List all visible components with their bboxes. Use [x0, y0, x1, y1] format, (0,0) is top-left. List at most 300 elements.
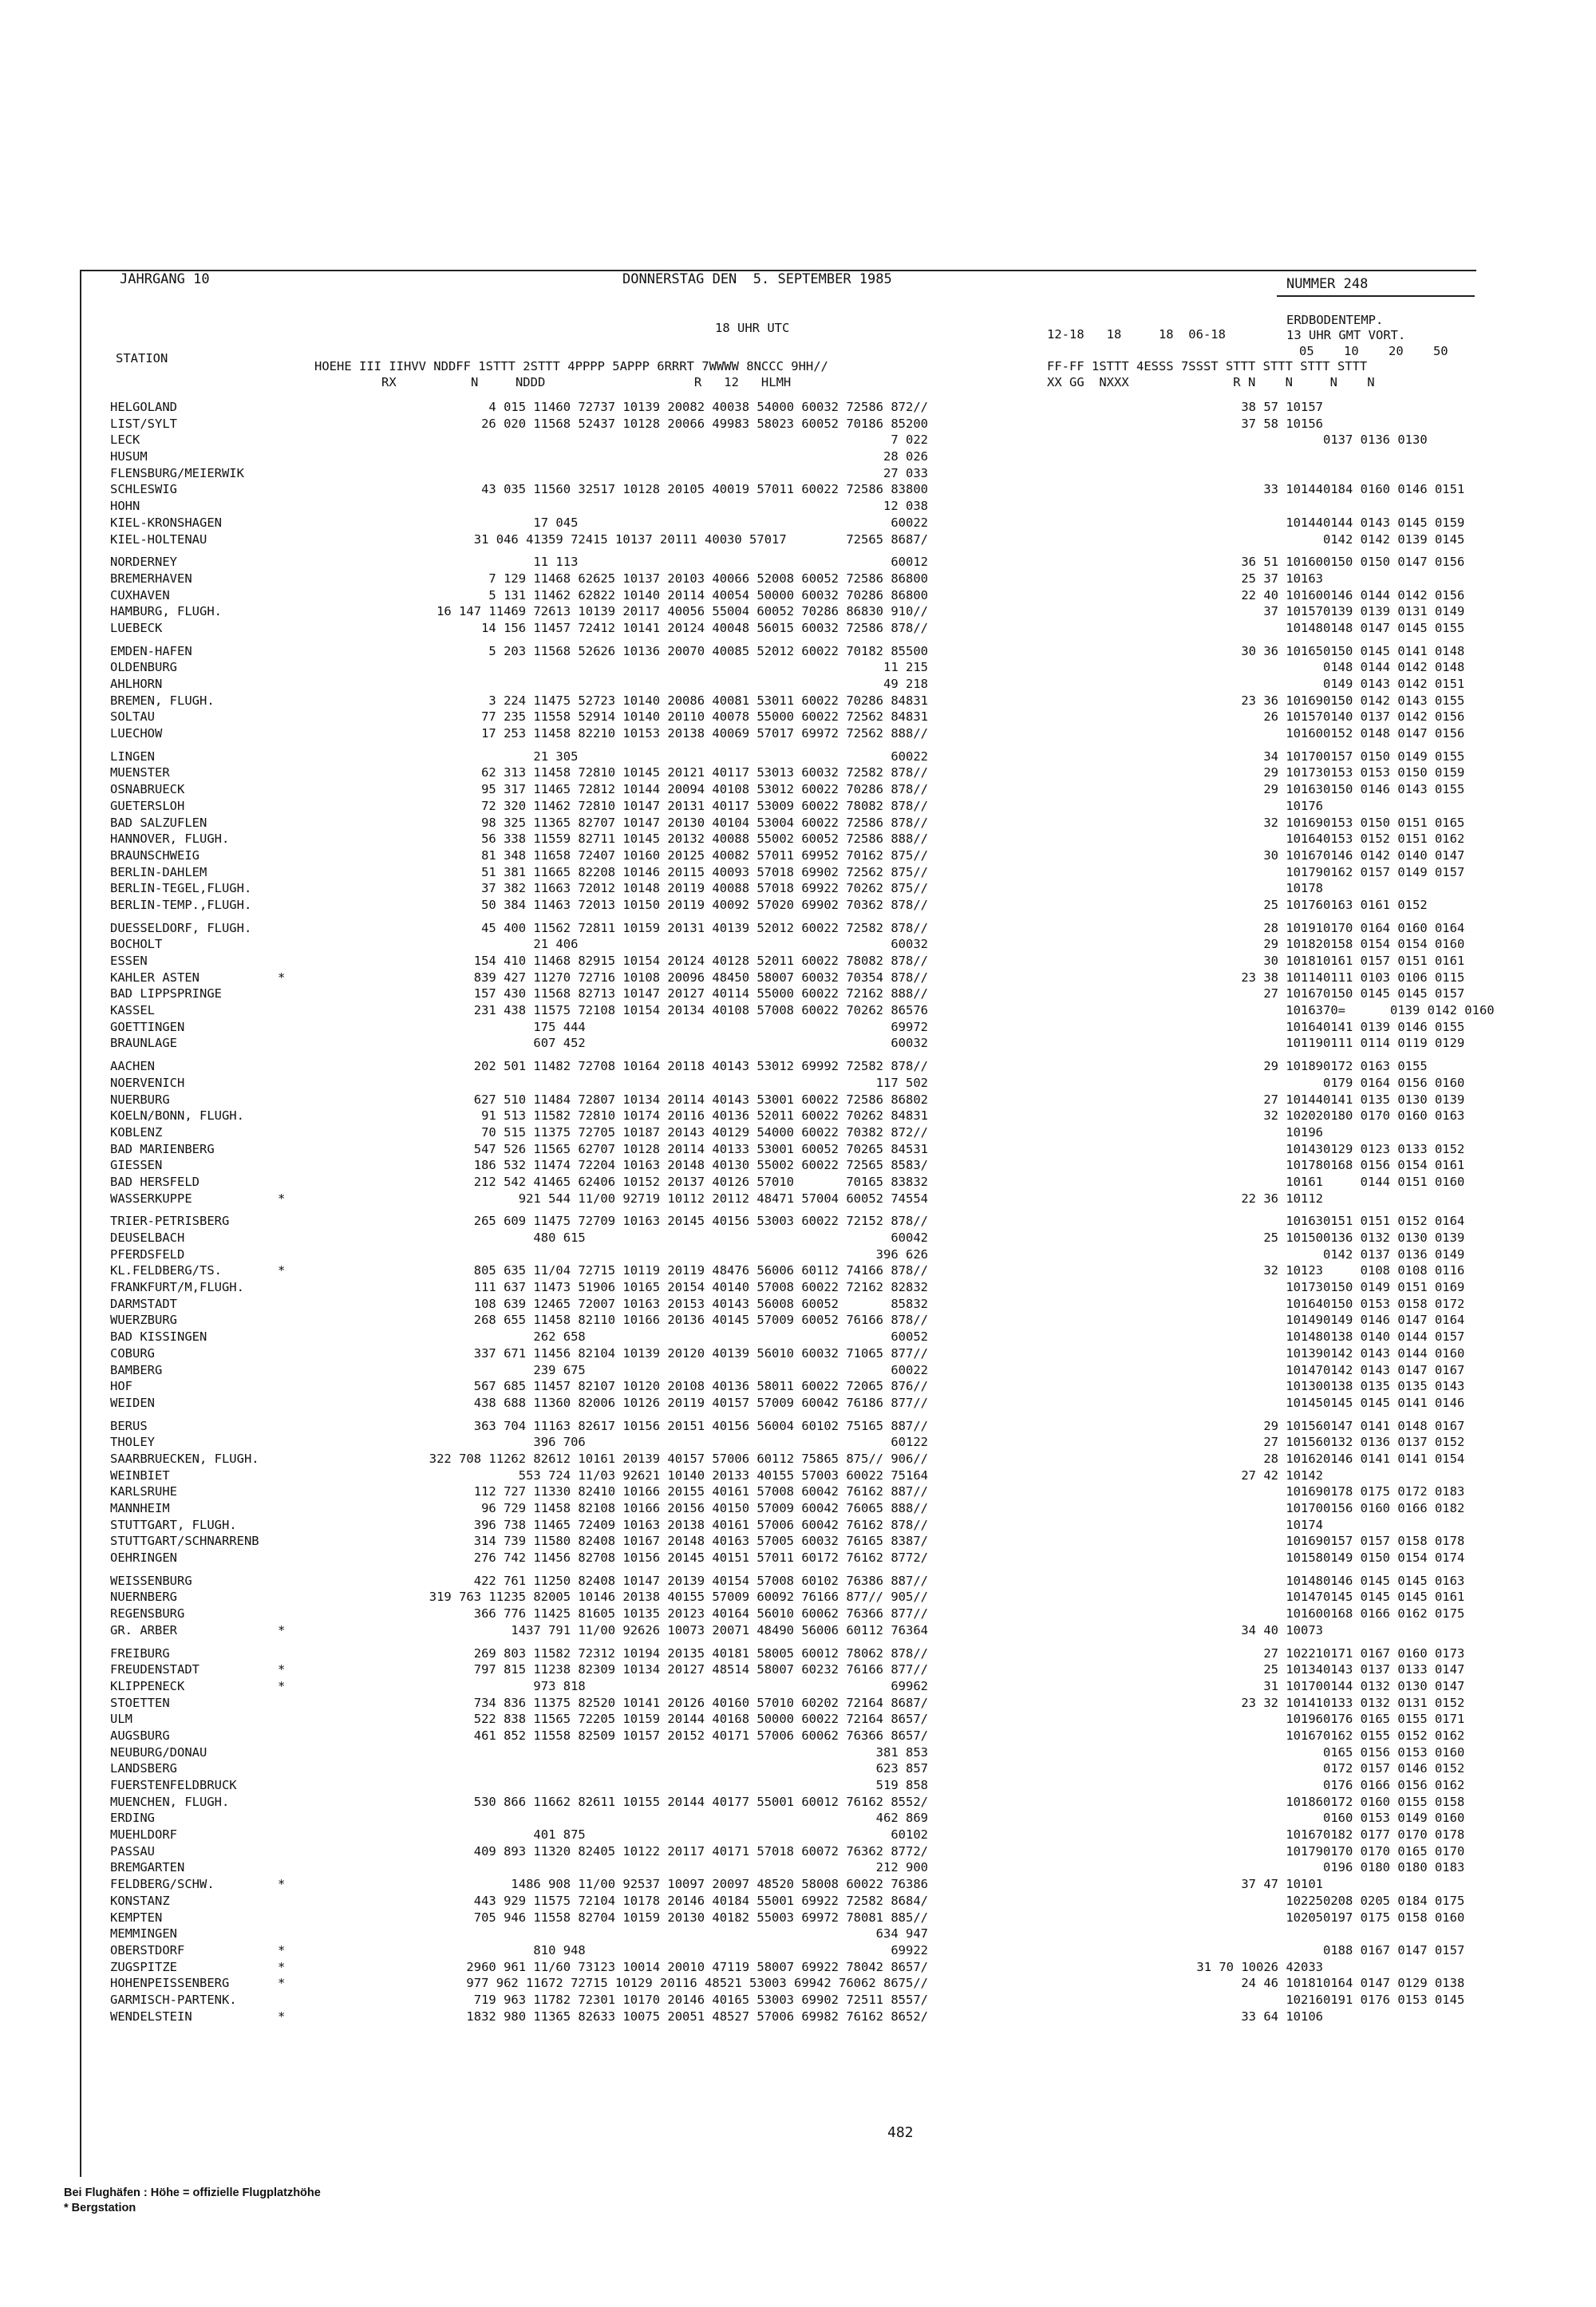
station-name: BREMGARTEN	[110, 1860, 185, 1875]
soil-temperatures: 0132 0136 0137 0152	[1323, 1435, 1465, 1450]
soil-temperatures: 0160 0153 0149 0160	[1323, 1811, 1465, 1826]
table-row	[110, 1744, 1475, 1761]
daily-extremes: 10147	[1286, 1590, 1323, 1605]
soil-temperatures: 0147 0141 0148 0167	[1323, 1418, 1465, 1433]
synop-data: 519 858	[875, 1778, 928, 1792]
station-name: GIESSEN	[110, 1158, 163, 1173]
table-row	[110, 1418, 1475, 1435]
synop-data: 522 838 11565 72205 10159 20144 40168 50000 60022 72164 8657/	[473, 1712, 928, 1727]
soil-temperatures: 0141 0139 0146 0155	[1323, 1019, 1465, 1034]
table-row	[110, 498, 1475, 515]
soil-temperatures: 0150 0145 0141 0148	[1323, 643, 1465, 658]
soil-temperatures: 0138 0140 0144 0157	[1323, 1329, 1465, 1345]
table-row	[110, 1108, 1475, 1124]
table-row	[110, 1573, 1475, 1590]
table-row	[110, 815, 1475, 832]
table-row	[110, 1992, 1475, 2009]
daily-extremes: 37 58 10156	[1241, 416, 1323, 431]
table-row	[110, 1843, 1475, 1860]
station-name: SOLTAU	[110, 709, 155, 725]
station-name: PFERDSFELD	[110, 1246, 185, 1262]
table-row	[110, 970, 1475, 986]
soil-temperatures: 0143 0137 0133 0147	[1323, 1662, 1465, 1677]
station-name: BERLIN-TEGEL,FLUGH.	[110, 881, 252, 896]
station-name: MANNHEIM	[110, 1501, 170, 1515]
daily-extremes: 28 10191	[1263, 920, 1323, 935]
synop-data: 607 452 60032	[533, 1036, 928, 1051]
table-row	[110, 1378, 1475, 1395]
station-name: COBURG	[110, 1345, 155, 1361]
table-row	[110, 643, 1475, 660]
station-group	[110, 399, 1475, 547]
synop-data: 202 501 11482 72708 10164 20118 40143 53012 69992 72582 878//	[473, 1059, 928, 1074]
table-row	[110, 1589, 1475, 1606]
soil-temperatures: 0171 0167 0160 0173	[1323, 1645, 1465, 1661]
daily-extremes: 29 10163	[1263, 782, 1323, 797]
daily-extremes: 23 38 10114	[1241, 970, 1323, 985]
soil-temperatures: 0179 0164 0156 0160	[1323, 1075, 1465, 1090]
daily-extremes: 10160	[1286, 1606, 1323, 1622]
daily-extremes: 10161	[1286, 1174, 1323, 1189]
synop-data: 480 615 60042	[533, 1231, 928, 1245]
table-row	[110, 1124, 1475, 1141]
station-name: THOLEY	[110, 1435, 155, 1450]
soil-temperatures: 0161 0157 0151 0161	[1323, 954, 1465, 968]
synop-data: 212 542 41465 62406 10152 20137 40126 57010 70165 83832	[473, 1174, 928, 1189]
table-row	[110, 448, 1475, 465]
station-name: KIEL-KRONSHAGEN	[110, 515, 222, 530]
daily-extremes: 36 51 10160	[1241, 555, 1323, 570]
table-row	[110, 798, 1475, 815]
synop-data: 21 406 60032	[533, 937, 928, 952]
soil-temperatures: 0164 0147 0129 0138	[1323, 1976, 1465, 1991]
synop-data: 14 156 11457 72412 10141 20124 40048 56015 60032 72586 878//	[481, 620, 928, 635]
soil-temperatures: 0144 0151 0160	[1323, 1174, 1465, 1189]
table-row	[110, 1550, 1475, 1566]
station-name: BREMERHAVEN	[110, 571, 192, 586]
synop-data: 462 869	[875, 1811, 928, 1826]
synop-data: 239 675 60022	[533, 1362, 928, 1377]
daily-extremes: 27 10221	[1263, 1645, 1323, 1661]
station-name: GR. ARBER	[110, 1622, 177, 1637]
synop-data: 108 639 12465 72007 10163 20153 40143 56008 60052 85832	[473, 1296, 928, 1311]
station-name: SCHLESWIG	[110, 482, 177, 497]
synop-data: 111 637 11473 51906 10165 20154 40140 57008 60022 72162 82832	[473, 1280, 928, 1295]
station-group	[110, 1213, 1475, 1411]
synop-table	[110, 399, 1495, 2031]
station-name: BREMEN, FLUGH.	[110, 693, 215, 708]
soil-temperatures: 0140 0137 0142 0156	[1323, 709, 1465, 725]
soil-temperatures: 0129 0123 0133 0152	[1323, 1141, 1465, 1156]
station-name: WEIDEN	[110, 1395, 155, 1410]
table-row	[110, 1942, 1475, 1959]
daily-extremes: 30 36 10165	[1241, 643, 1323, 658]
daily-extremes: 10119	[1286, 1036, 1323, 1051]
synop-data: 268 655 11458 82110 10166 20136 40145 57009 60052 76166 878//	[473, 1313, 928, 1328]
synop-data: 157 430 11568 82713 10147 20127 40114 55000 60022 72162 888//	[473, 986, 928, 1001]
table-row	[110, 1296, 1475, 1313]
synop-data: 117 502	[875, 1075, 928, 1090]
station-name: HANNOVER, FLUGH.	[110, 832, 230, 847]
station-name: CUXHAVEN	[110, 587, 170, 602]
table-row	[110, 709, 1475, 725]
soil-temperatures: 0162 0155 0152 0162	[1323, 1728, 1465, 1743]
synop-data: 37 382 11663 72012 10148 20119 40088 57018 69922 70262 875//	[481, 881, 928, 896]
soil-temperatures: 0150 0145 0145 0157	[1323, 986, 1465, 1001]
soil-temperatures: 0146 0144 0142 0156	[1323, 587, 1465, 602]
soil-temperatures: 0144 0132 0130 0147	[1323, 1678, 1465, 1693]
table-row	[110, 2009, 1475, 2025]
issue-number: NUMMER 248	[1286, 276, 1369, 292]
soil-temperatures: 0142 0143 0144 0160	[1323, 1345, 1465, 1361]
daily-extremes: 30 10167	[1263, 847, 1323, 863]
synop-data: 623 857	[875, 1761, 928, 1776]
soil-temperatures: 0137 0136 0130	[1323, 433, 1428, 448]
code-header-line1: HOEHE III IIHVV NDDFF 1STTT 2STTT 4PPPP 5APPP 6RRRT 7WWWW 8NCCC 9HH//	[314, 359, 828, 373]
station-name: FUERSTENFELDBRUCK	[110, 1778, 237, 1792]
station-name: ULM	[110, 1712, 132, 1727]
mountain-station-marker: *	[278, 1263, 286, 1278]
soil-temperatures: 0141 0135 0130 0139	[1323, 1092, 1465, 1107]
synop-data: 530 866 11662 82611 10155 20144 40177 55001 60012 76162 8552/	[473, 1794, 928, 1809]
station-name: EMDEN-HAFEN	[110, 643, 192, 658]
daily-extremes: 28 10162	[1263, 1451, 1323, 1466]
mountain-station-marker: *	[278, 2009, 286, 2024]
table-row	[110, 864, 1475, 881]
daily-extremes: 30 10181	[1263, 954, 1323, 968]
station-name: KEMPTEN	[110, 1910, 163, 1925]
synop-data: 27 033	[883, 465, 928, 480]
daily-extremes: 10164	[1286, 832, 1323, 847]
daily-extremes: 10167	[1286, 1728, 1323, 1743]
daily-extremes: 25 10176	[1263, 897, 1323, 912]
synop-data: 734 836 11375 82520 10141 20126 40160 57010 60202 72164 8687/	[473, 1695, 928, 1710]
table-row	[110, 1191, 1475, 1207]
soil-temperatures: 0152 0148 0147 0156	[1323, 726, 1465, 741]
table-row	[110, 936, 1475, 953]
synop-data: 5 131 11462 62822 10140 20114 40054 50000 60032 70286 86800	[488, 587, 928, 602]
table-row	[110, 1035, 1475, 1052]
daily-extremes: 25 10150	[1263, 1231, 1323, 1245]
daily-extremes: 29 10182	[1263, 937, 1323, 952]
table-row	[110, 920, 1475, 937]
table-row	[110, 880, 1475, 897]
table-row	[110, 1246, 1475, 1263]
daily-extremes: 10186	[1286, 1794, 1323, 1809]
table-row	[110, 587, 1475, 604]
daily-extremes: 10163	[1286, 1003, 1323, 1018]
soil-temperatures: 0191 0176 0153 0145	[1323, 1992, 1465, 2007]
synop-data: 461 852 11558 82509 10157 20152 40171 57006 60062 76366 8657/	[473, 1728, 928, 1743]
daily-extremes: 25 10134	[1263, 1662, 1323, 1677]
station-name: GUETERSLOH	[110, 798, 185, 813]
station-name: HOF	[110, 1379, 132, 1394]
station-name: KARLSRUHE	[110, 1484, 177, 1499]
table-row	[110, 554, 1475, 571]
station-name: MUENSTER	[110, 765, 170, 780]
synop-data: 2960 961 11/60 73123 10014 20010 47119 58007 69922 78042 8657/	[466, 1959, 928, 1974]
table-row	[110, 1695, 1475, 1712]
station-name: AUGSBURG	[110, 1728, 170, 1743]
station-name: BAD KISSINGEN	[110, 1329, 207, 1345]
synop-data: 381 853	[875, 1744, 928, 1760]
station-name: BOCHOLT	[110, 937, 163, 952]
synop-data: 7 129 11468 62625 10137 20103 40066 52008 60052 72586 86800	[488, 571, 928, 586]
daily-extremes: 29 10173	[1263, 765, 1323, 780]
soil-temperatures: 0138 0135 0135 0143	[1323, 1379, 1465, 1394]
table-row	[110, 1711, 1475, 1728]
synop-data: 337 671 11456 82104 10139 20120 40139 56010 60032 71065 877//	[473, 1345, 928, 1361]
synop-data: 797 815 11238 82309 10134 20127 48514 58007 60232 76166 877//	[473, 1662, 928, 1677]
synop-data: 212 900	[875, 1860, 928, 1875]
synop-data: 70 515 11375 72705 10187 20143 40129 54000 60022 70382 872//	[481, 1124, 928, 1140]
soil-temperatures: 0111 0103 0106 0115	[1323, 970, 1465, 985]
synop-data: 1832 980 11365 82633 10075 20051 48527 57006 69982 76162 8652/	[466, 2009, 928, 2024]
table-row	[110, 1910, 1475, 1926]
table-row	[110, 1517, 1475, 1534]
station-name: KASSEL	[110, 1003, 155, 1018]
soil-temperatures: 0146 0141 0141 0154	[1323, 1451, 1465, 1466]
synop-data: 705 946 11558 82704 10159 20130 40182 55003 69972 78081 885//	[473, 1910, 928, 1925]
station-name: ESSEN	[110, 954, 148, 968]
daily-extremes: 10176	[1286, 798, 1323, 813]
daily-extremes: 10160	[1286, 726, 1323, 741]
daily-extremes: 10196	[1286, 1712, 1323, 1727]
table-row	[110, 1174, 1475, 1191]
daily-extremes: 25 37 10163	[1241, 571, 1323, 586]
station-name: DARMSTADT	[110, 1296, 177, 1311]
daily-extremes: 10169	[1286, 1484, 1323, 1499]
station-name: KOBLENZ	[110, 1124, 163, 1140]
synop-data: 921 544 11/00 92719 10112 20112 48471 57004 60052 74554	[518, 1191, 928, 1206]
daily-extremes: 27 42 10142	[1241, 1468, 1323, 1483]
table-row	[110, 1262, 1475, 1279]
table-row	[110, 1876, 1475, 1893]
station-name: NEUBURG/DONAU	[110, 1744, 207, 1760]
daily-extremes: 37 47 10101	[1241, 1877, 1323, 1892]
synop-data: 634 947	[875, 1926, 928, 1942]
table-row	[110, 1678, 1475, 1695]
soil-temp-header: ERDBODENTEMP.	[1286, 313, 1384, 327]
table-row	[110, 1622, 1475, 1639]
synop-data: 56 338 11559 82711 10145 20132 40088 55002 60052 72586 888//	[481, 832, 928, 847]
daily-extremes: 10178	[1286, 1158, 1323, 1173]
station-name: FRANKFURT/M,FLUGH.	[110, 1280, 244, 1295]
station-name: STOETTEN	[110, 1695, 170, 1710]
table-row	[110, 1661, 1475, 1678]
daily-extremes: 10205	[1286, 1910, 1323, 1925]
synop-data: 276 742 11456 82708 10156 20145 40151 57011 60172 76162 8772/	[473, 1551, 928, 1566]
daily-extremes: 10164	[1286, 1019, 1323, 1034]
station-name: WEISSENBURG	[110, 1573, 192, 1588]
soil-temperatures: 0170 0164 0160 0164	[1323, 920, 1465, 935]
daily-extremes: 34 40 10073	[1241, 1622, 1323, 1637]
table-row	[110, 1500, 1475, 1517]
soil-temperatures: 0108 0108 0116	[1323, 1263, 1465, 1278]
station-name: PASSAU	[110, 1843, 155, 1859]
station-name: BERLIN-DAHLEM	[110, 864, 207, 879]
soil-temperatures: 0197 0175 0158 0160	[1323, 1910, 1465, 1925]
mountain-station-marker: *	[278, 1877, 286, 1892]
station-name: BAMBERG	[110, 1362, 163, 1377]
station-name: KAHLER ASTEN	[110, 970, 200, 985]
table-row	[110, 432, 1475, 448]
table-row	[110, 603, 1475, 620]
table-row	[110, 1058, 1475, 1075]
table-row	[110, 1002, 1495, 1019]
table-row	[110, 1859, 1475, 1876]
station-name: LUECHOW	[110, 726, 163, 741]
station-name: BAD LIPPSPRINGE	[110, 986, 222, 1001]
synop-data: 28 026	[883, 449, 928, 464]
daily-extremes: 26 10157	[1263, 709, 1323, 725]
synop-data: 366 776 11425 81605 10135 20123 40164 56010 60062 76366 877//	[473, 1606, 928, 1622]
station-col-header: STATION	[116, 351, 168, 365]
synop-data: 396 738 11465 72409 10163 20138 40161 57006 60042 76162 878//	[473, 1517, 928, 1532]
daily-extremes: 10225	[1286, 1893, 1323, 1908]
table-row	[110, 676, 1475, 693]
table-row	[110, 1645, 1475, 1662]
soil-temperatures: 0172 0163 0155	[1323, 1059, 1428, 1074]
station-name: OBERSTDORF	[110, 1942, 185, 1957]
soil-temperatures: 0150 0149 0151 0169	[1323, 1280, 1465, 1295]
table-row	[110, 1533, 1475, 1550]
soil-temperatures: 0176 0166 0156 0162	[1323, 1778, 1465, 1792]
station-group	[110, 1645, 1475, 2025]
station-name: FELDBERG/SCHW.	[110, 1877, 215, 1892]
station-name: FLENSBURG/MEIERWIK	[110, 465, 244, 480]
station-name: LUEBECK	[110, 620, 163, 635]
synop-data: 95 317 11465 72812 10144 20094 40108 53012 60022 70286 878//	[481, 782, 928, 797]
code-header-line2: RX N NDDD R 12 HLMH	[381, 375, 792, 389]
table-row	[110, 465, 1475, 482]
station-name: HUSUM	[110, 449, 148, 464]
soil-temperatures: 0142 0142 0139 0145	[1323, 531, 1465, 547]
synop-data: 11 113 60012	[533, 555, 928, 570]
synop-data: 62 313 11458 72810 10145 20121 40117 53013 60032 72582 878//	[481, 765, 928, 780]
daily-extremes: 29 10156	[1263, 1418, 1323, 1433]
table-row	[110, 764, 1475, 781]
synop-data: 319 763 11235 82005 10146 20138 40155 57009 60092 76166 877// 905//	[429, 1590, 928, 1605]
soil-temperatures: 0170 0170 0165 0170	[1323, 1843, 1465, 1859]
table-row	[110, 1395, 1475, 1412]
synop-data: 5 203 11568 52626 10136 20070 40085 52012 60022 70182 85500	[488, 643, 928, 658]
table-row	[110, 1075, 1475, 1092]
table-row	[110, 1606, 1475, 1622]
table-row	[110, 953, 1475, 970]
station-name: STUTTGART, FLUGH.	[110, 1517, 237, 1532]
station-name: KIEL-HOLTENAU	[110, 531, 207, 547]
soil-temperatures: 0150 0146 0143 0155	[1323, 782, 1465, 797]
table-row	[110, 1329, 1475, 1345]
station-name: BRAUNLAGE	[110, 1036, 177, 1051]
daily-extremes: 10130	[1286, 1379, 1323, 1394]
table-row	[110, 1279, 1475, 1296]
station-name: KOELN/BONN, FLUGH.	[110, 1108, 244, 1124]
station-name: WASSERKUPPE	[110, 1191, 192, 1206]
soil-temperatures: 0148 0147 0145 0155	[1323, 620, 1465, 635]
synop-data: 973 818 69962	[533, 1678, 928, 1693]
soil-temp-subheader: 13 UHR GMT VORT.	[1286, 328, 1406, 342]
station-name: BERLIN-TEMP.,FLUGH.	[110, 897, 252, 912]
soil-temperatures: 0182 0177 0170 0178	[1323, 1827, 1465, 1843]
daily-extremes: 27 10167	[1263, 986, 1323, 1001]
table-row	[110, 986, 1475, 1002]
daily-extremes: 10178	[1286, 881, 1323, 896]
soil-temperatures: 0150 0150 0147 0156	[1323, 555, 1465, 570]
soil-temperatures: 0149 0150 0154 0174	[1323, 1551, 1465, 1566]
table-row	[110, 1019, 1475, 1036]
synop-data: 231 438 11575 72108 10154 20134 40108 57008 60022 70262 86576	[473, 1003, 928, 1018]
soil-temperatures: 0153 0152 0151 0162	[1323, 832, 1465, 847]
station-name: NUERBURG	[110, 1092, 170, 1107]
table-row	[110, 1975, 1475, 1992]
station-group	[110, 1418, 1475, 1566]
station-name: AACHEN	[110, 1059, 155, 1074]
table-row	[110, 416, 1475, 433]
daily-extremes: 10158	[1286, 1551, 1323, 1566]
synop-data: 567 685 11457 82107 10120 20108 40136 58011 60022 72065 876//	[473, 1379, 928, 1394]
table-row	[110, 1926, 1475, 1942]
synop-data: 719 963 11782 72301 10170 20146 40165 53003 69902 72511 8557/	[473, 1992, 928, 2007]
soil-temperatures: 0157 0157 0158 0178	[1323, 1534, 1465, 1549]
table-row	[110, 1157, 1475, 1174]
station-name: LINGEN	[110, 749, 155, 764]
soil-temperatures: 0157 0150 0149 0155	[1323, 749, 1465, 764]
soil-temperatures: 0168 0156 0154 0161	[1323, 1158, 1465, 1173]
table-row	[110, 1213, 1475, 1230]
synop-data: 17 045 60022	[533, 515, 928, 530]
daily-extremes: 10170	[1286, 1501, 1323, 1515]
daily-extremes: 10174	[1286, 1517, 1323, 1532]
synop-data: 810 948 69922	[533, 1942, 928, 1957]
station-name: OLDENBURG	[110, 660, 177, 675]
station-name: MUEHLDORF	[110, 1827, 177, 1843]
soil-temperatures: 0145 0145 0141 0146	[1323, 1395, 1465, 1410]
daily-extremes: 32 10202	[1263, 1108, 1323, 1124]
synop-data: 45 400 11562 72811 10159 20131 40139 52012 60022 72582 878//	[481, 920, 928, 935]
soil-temperatures: 0142 0137 0136 0149	[1323, 1246, 1465, 1262]
soil-temperatures: 0149 0143 0142 0151	[1323, 677, 1465, 691]
station-name: REGENSBURG	[110, 1606, 185, 1622]
soil-temperatures: 0136 0132 0130 0139	[1323, 1231, 1465, 1245]
table-row	[110, 847, 1475, 864]
right-header-line1: FF-FF 1STTT 4ESSS 7SSST STTT STTT STTT STTT	[1047, 359, 1368, 373]
station-name: TRIER-PETRISBERG	[110, 1214, 230, 1229]
synop-data: 1486 908 11/00 92537 10097 20097 48520 58008 60022 76386	[511, 1877, 928, 1892]
synop-data: 16 147 11469 72613 10139 20117 40056 55004 60052 70286 86830 910//	[437, 604, 928, 619]
right-group-header: 12-18 18 18 06-18	[1047, 327, 1226, 342]
table-row	[110, 1312, 1475, 1329]
synop-data: 553 724 11/03 92621 10140 20133 40155 57003 60022 75164	[518, 1468, 928, 1483]
station-name: KONSTANZ	[110, 1893, 170, 1908]
station-name: BAD HERSFELD	[110, 1174, 200, 1189]
soil-temperatures: 0153 0153 0150 0159	[1323, 765, 1465, 780]
synop-data: 91 513 11582 72810 10174 20116 40136 52011 60022 70262 84831	[481, 1108, 928, 1124]
station-group	[110, 1573, 1475, 1639]
daily-extremes: 31 10170	[1263, 1678, 1323, 1693]
synop-data: 12 038	[883, 499, 928, 514]
soil-temperatures: 0145 0145 0145 0161	[1323, 1590, 1465, 1605]
station-name: LIST/SYLT	[110, 416, 177, 431]
station-name: ZUGSPITZE	[110, 1959, 177, 1974]
daily-extremes: 34 10170	[1263, 749, 1323, 764]
station-name: BERUS	[110, 1418, 148, 1433]
table-row	[110, 1141, 1475, 1158]
station-name: MEMMINGEN	[110, 1926, 177, 1942]
synop-data: 1437 791 11/00 92626 10073 20071 48490 56006 60112 76364	[511, 1622, 928, 1637]
soil-temperatures: 0180 0170 0160 0163	[1323, 1108, 1465, 1124]
